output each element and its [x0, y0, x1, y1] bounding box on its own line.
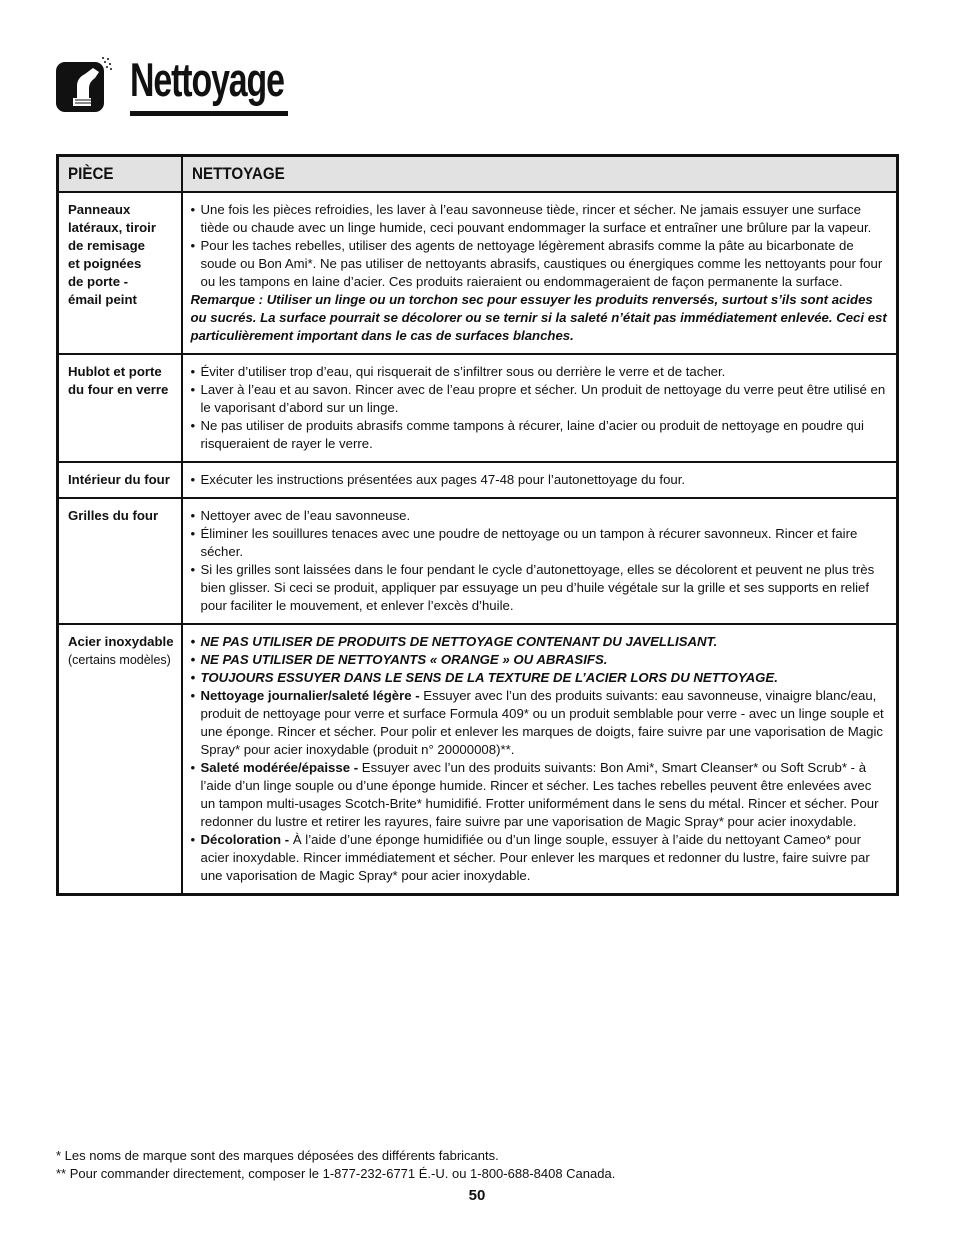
piece-label-line: Hublot et porte: [68, 364, 162, 379]
cleaning-cell: [182, 192, 898, 354]
table-row: [58, 498, 898, 624]
piece-cell: [58, 354, 182, 462]
footnote: ** Pour commander directement, composer le 1-877-232-6771 É.-U. ou 1-800-688-8408 Canada.: [56, 1166, 616, 1181]
list-item: • Nettoyer avec de l’eau savonneuse.: [191, 507, 889, 525]
list-item: • Exécuter les instructions présentées aux pages 47-48 pour l’autonettoyage du four.: [191, 471, 889, 489]
column-header-cleaning: NETTOYAGE: [182, 156, 898, 193]
table-header-row: [58, 156, 898, 193]
column-header-piece: PIÈCE: [58, 156, 182, 193]
list-item: • Éliminer les souillures tenaces avec une poudre de nettoyage ou un tampon à récurer savonneux. Rincer et faire sécher.: [191, 525, 889, 561]
piece-cell: [58, 192, 182, 354]
list-item: • Pour les taches rebelles, utiliser des agents de nettoyage légèrement abrasifs comme la pâte au bicarbonate de soude ou Bon Ami*. Ne pas utiliser de nettoyants abrasifs, caustiques ou énergiques comme les nettoyants pour four ou les tampons en laine d’acier. Ces produits raieraient ou endommageraient de façon permanente la surface.: [191, 237, 889, 291]
page-title: Nettoyage: [130, 53, 284, 106]
piece-label-line: Panneaux: [68, 202, 131, 217]
list-item: • Éviter d’utiliser trop d’eau, qui risquerait de s’infiltrer sous ou derrière le verre et de tacher.: [191, 363, 889, 381]
spray-bottle-icon: [55, 56, 113, 114]
piece-cell: [58, 624, 182, 895]
piece-cell: [58, 462, 182, 498]
list-item: • Si les grilles sont laissées dans le four pendant le cycle d’autonettoyage, elles se décolorent et peuvent ne plus très bien glisser. Si ceci se produit, appliquer par essuyage un peu d’huile végétale sur la grille et ses supports en relief pour faciliter le mouvement, et enlever l’excès d’huile.: [191, 561, 889, 615]
piece-label-line: émail peint: [68, 292, 137, 307]
cleaning-cell: [182, 624, 898, 895]
list-item: [191, 759, 889, 831]
list-item: • Laver à l’eau et au savon. Rincer avec de l’eau propre et sécher. Un produit de nettoyage du verre peut être utilisé en le vaporisant d’abord sur un linge.: [191, 381, 889, 417]
piece-label-line: latéraux, tiroir: [68, 220, 156, 235]
list-item: • Ne pas utiliser de produits abrasifs comme tampons à récurer, laine d’acier ou produit de nettoyage en poudre qui risqueraient de rayer le verre.: [191, 417, 889, 453]
step-lead: Décoloration -: [200, 832, 290, 847]
list-item: • Une fois les pièces refroidies, les laver à l’eau savonneuse tiède, rincer et sécher. Ne jamais essuyer une surface tiède ou chaude avec un linge humide, ceci pouvant endommager la surface et entraîner une brûlure par la vapeur.: [191, 201, 889, 237]
cleaning-cell: [182, 462, 898, 498]
warning-item: • TOUJOURS ESSUYER DANS LE SENS DE LA TEXTURE DE L’ACIER LORS DU NETTOYAGE.: [191, 669, 889, 687]
table-row: [58, 192, 898, 354]
warning-item: • NE PAS UTILISER DE NETTOYANTS « ORANGE » OU ABRASIFS.: [191, 651, 889, 669]
step-text: Essuyer avec l’un des produits suivants: Bon Ami*, Smart Cleanser* ou Soft Scrub* - à l’aide d’un linge souple ou d’une éponge humide. Rincer et sécher. Les taches rebelles peuvent être enlevées avec un tampon multi-usages Scotch-Brite* humidifié. Frotter uniformément dans le sens du métal. Rincer et sécher. Pour redonner du lustre et retirer les rayures, faire suivre par une vaporisation de Magic Spray* pour acier inoxydable.: [200, 760, 879, 829]
piece-label-line: du four en verre: [68, 382, 169, 397]
list-item: [191, 831, 889, 885]
page-header: [55, 48, 315, 120]
title-underline: [130, 111, 288, 116]
list-item: [191, 687, 889, 759]
piece-label-line: de porte -: [68, 274, 129, 289]
piece-cell: [58, 498, 182, 624]
piece-label-line: et poignées: [68, 256, 142, 271]
step-text: Essuyer avec l’un des produits suivants: eau savonneuse, vinaigre blanc/eau, produit de nettoyage pour verre et surface Formula 409* ou un produit semblable pour verre - avec un linge souple et une éponge. Rincer et sécher. Pour polir et enlever les marques de doigts, faire suivre par une vaporisation de Magic Spray* pour acier inoxydable (produit n° 20000008)**.: [200, 688, 884, 757]
step-lead: Saleté modérée/épaisse -: [200, 760, 359, 775]
cleaning-cell: [182, 498, 898, 624]
piece-label-line: Grilles du four: [68, 508, 159, 523]
warning-item: • NE PAS UTILISER DE PRODUITS DE NETTOYAGE CONTENANT DU JAVELLISANT.: [191, 633, 889, 651]
footnote: * Les noms de marque sont des marques déposées des différents fabricants.: [56, 1148, 499, 1163]
note-text: Remarque : Utiliser un linge ou un torchon sec pour essuyer les produits renversés, surtout s’ils sont acides ou sucrés. La surface pourrait se décolorer ou se ternir si la saleté n’était pas immédiatement enlevée. Ceci est particulièrement important dans le cas de surfaces blanches.: [190, 292, 887, 343]
piece-label-line: Intérieur du four: [68, 472, 170, 487]
table-row: [58, 354, 898, 462]
table-row: [58, 462, 898, 498]
cleaning-table: [56, 154, 899, 896]
piece-sublabel: (certains modèles): [68, 653, 171, 667]
cleaning-cell: [182, 354, 898, 462]
piece-label-line: de remisage: [68, 238, 145, 253]
step-text: À l’aide d’une éponge humidifiée ou d’un linge souple, essuyer à l’aide du nettoyant Cameo* pour acier inoxydable. Rincer immédiatement et sécher. Pour enlever les marques et redonner du lustre, faire suivre par une vaporisation de Magic Spray* pour acier inoxydable.: [200, 832, 870, 883]
table-row: [58, 624, 898, 895]
piece-label-line: Acier inoxydable: [68, 634, 174, 649]
footnotes: [56, 1147, 615, 1183]
page-number: 50: [468, 1187, 486, 1204]
step-lead: Nettoyage journalier/saleté légère -: [200, 688, 420, 703]
